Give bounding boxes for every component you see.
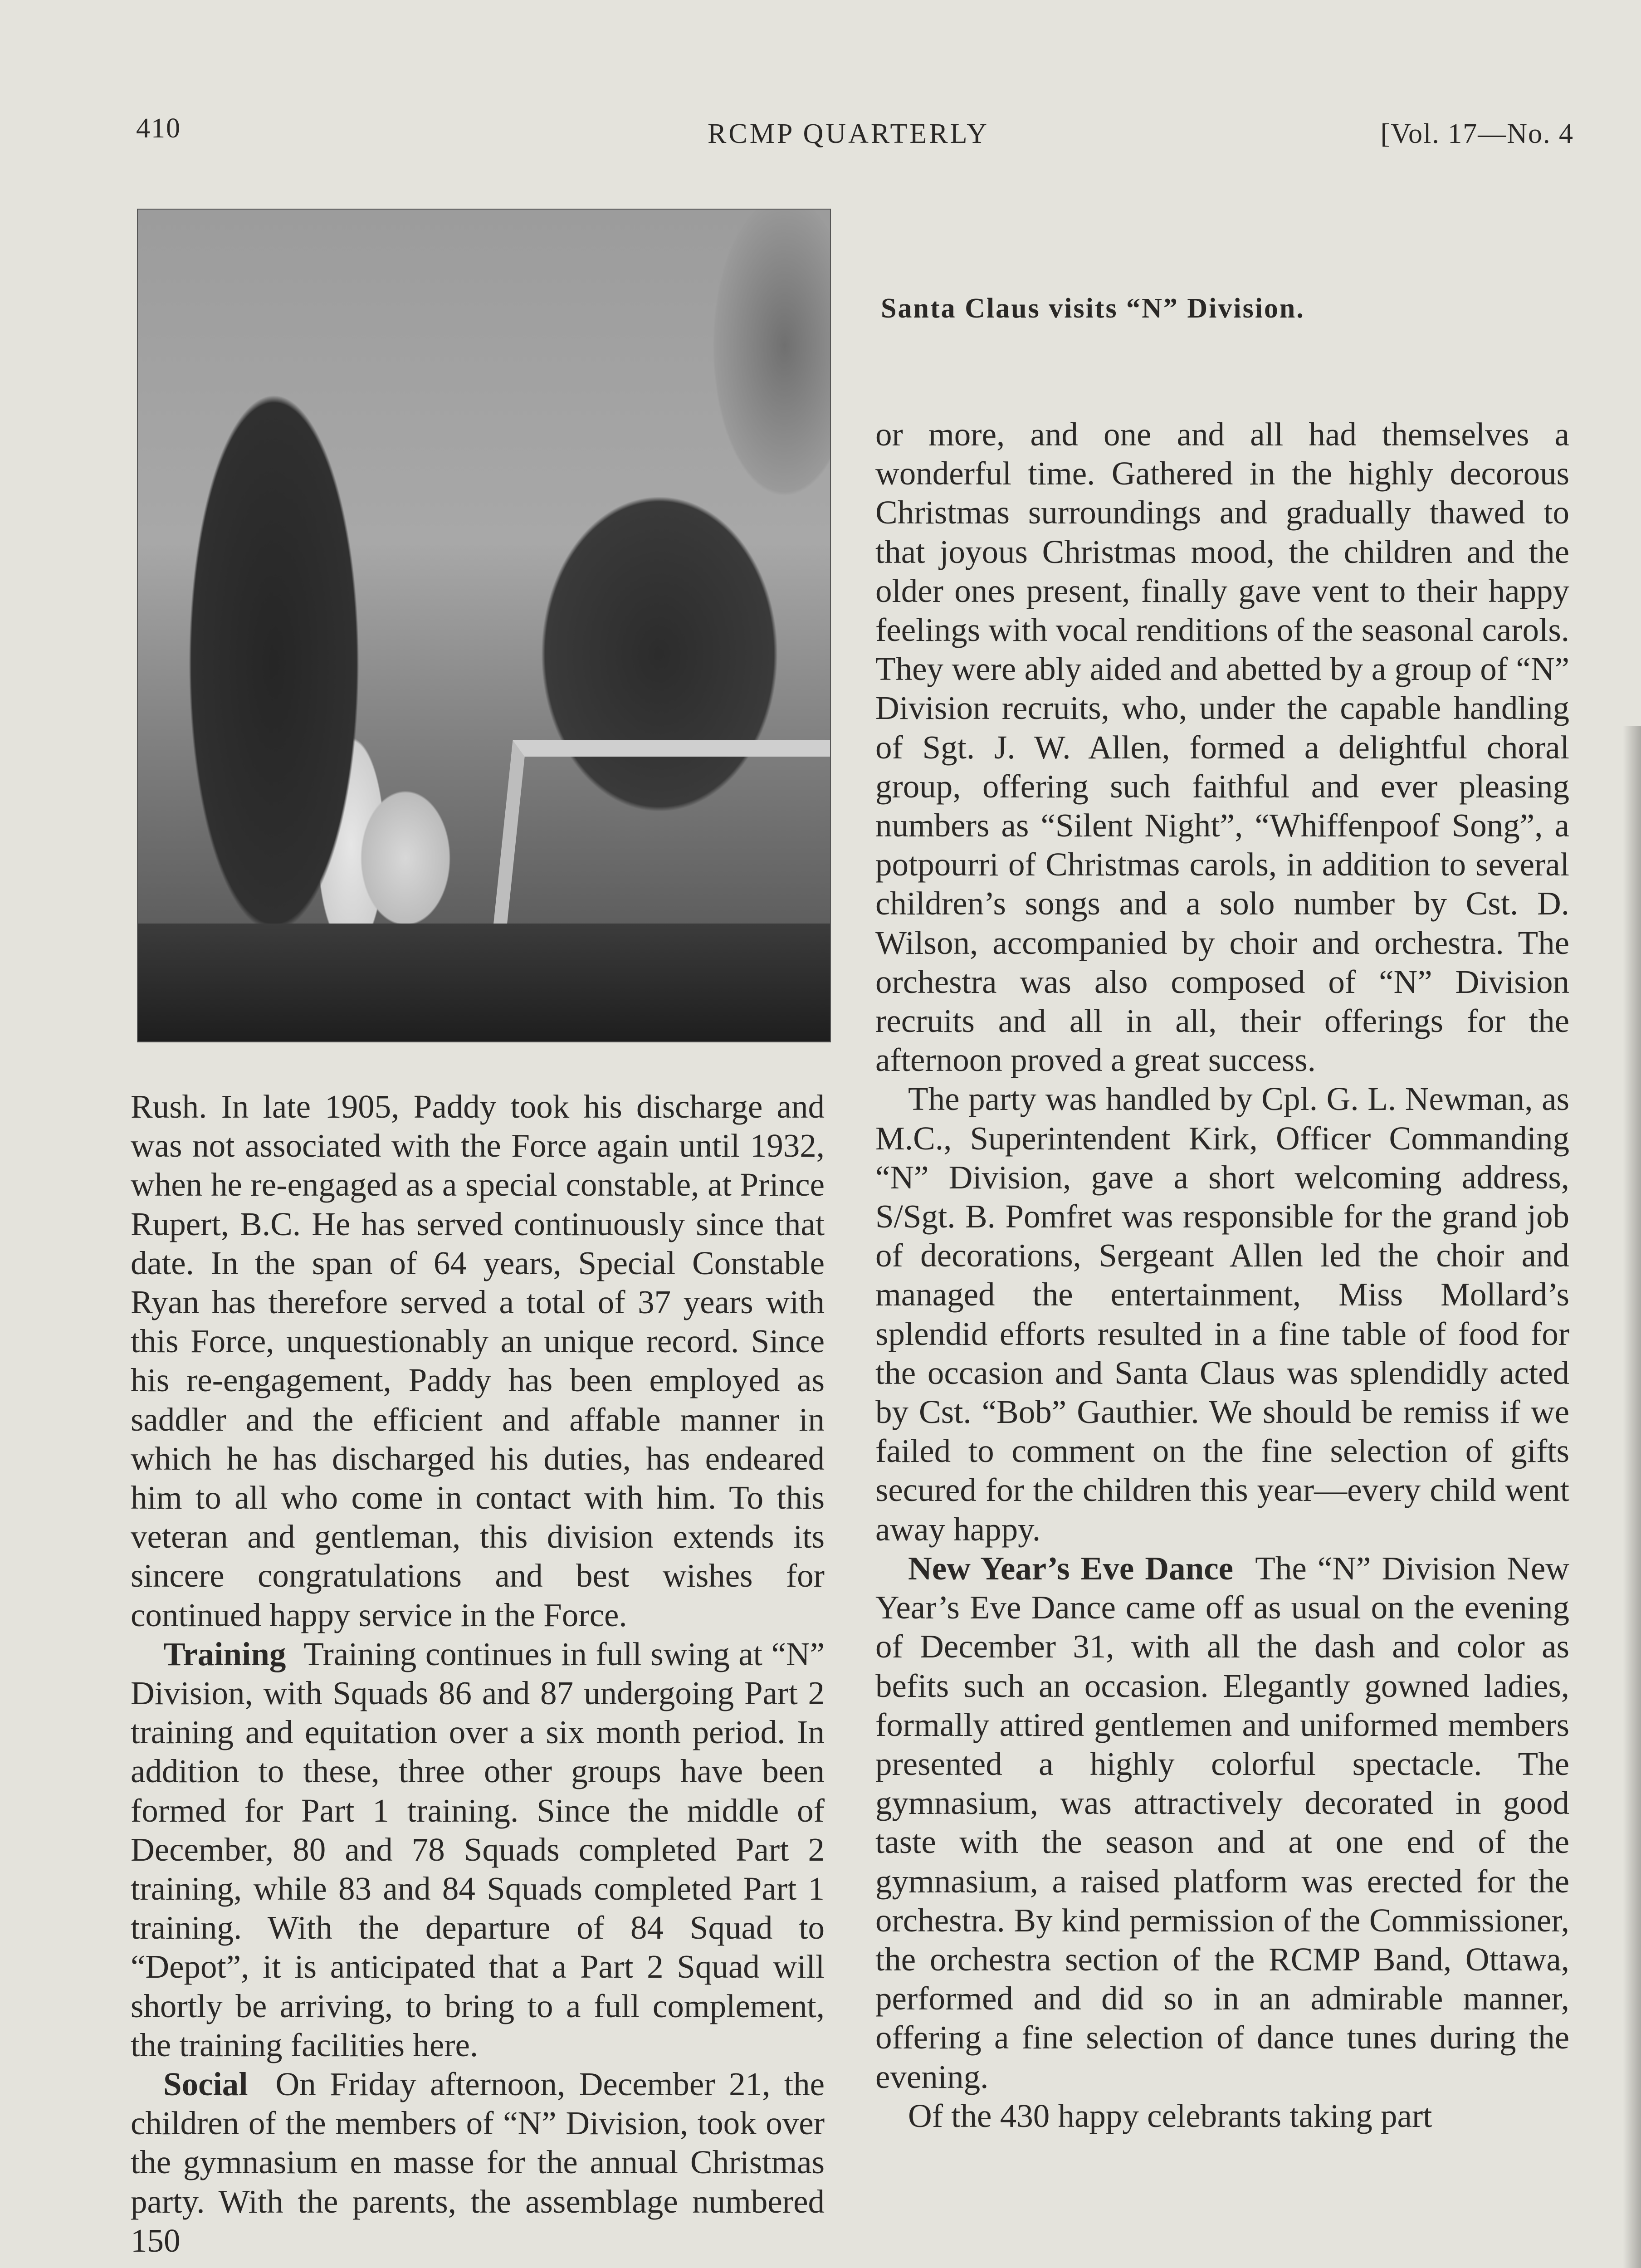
left-column xyxy=(131,1087,825,2260)
new-years-paragraph xyxy=(875,1549,1569,2097)
christmas-tree-area xyxy=(694,210,830,618)
new-years-heading: New Year’s Eve Dance xyxy=(908,1549,1233,1587)
organizers-paragraph: The party was handled by Cpl. G. L. Newman, as M.C., Superintendent Kirk, Officer Commanding “N” Division, gave a short welcoming address, S/Sgt. B. Pomfret was responsible for the grand job of decorations, Sergeant Allen led the choir and managed the entertainment, Miss Mollard’s splendid efforts resulted in a fine table of food for the occasion and Santa Claus was splendidly acted by Cst. “Bob” Gauthier. We should be remiss if we failed to comment on the fine selection of gifts secured for the children this year—every child went away happy. xyxy=(875,1080,1569,1548)
training-heading: Training xyxy=(163,1635,286,1672)
page-number: 410 xyxy=(136,113,181,144)
party-paragraph: or more, and one and all had themselves a wonderful time. Gathered in the highly decorous Christmas surroundings and gradually thawed to that joyous Christmas mood, the children and the older ones present, finally gave vent to their happy feelings with vocal renditions of the seasonal carols. They were ably aided and abetted by a group of “N” Division recruits, who, under the capable handling of Sgt. J. W. Allen, formed a delightful choral group, offering such faithful and ever pleasing numbers as “Silent Night”, “Whiffenpoof Song”, a potpourri of Christmas carols, in addition to several children’s songs and a solo number by Cst. D. Wilson, accompanied by choir and orchestra. The orchestra was also composed of “N” Division recruits and all in all, their offerings for the afternoon proved a great success. xyxy=(875,416,1569,1079)
right-column xyxy=(875,415,1569,2136)
ryan-paragraph: Rush. In late 1905, Paddy took his discharge and was not associated with the Force again until 1932, when he re-engaged as a special constable, at Prince Rupert, B.C. He has served continuously since that date. In the span of 64 years, Special Constable Ryan has therefore served a total of 37 years with this Force, unquestionably an unique record. Since his re-engagement, Paddy has been employed as saddler and the efficient and affable manner in which he has discharged his duties, has endeared him to all who come in contact with him. To this veteran and gentleman, this division extends its sincere congratulations and best wishes for continued happy service in the Force. xyxy=(131,1088,825,1633)
running-head xyxy=(136,112,1574,153)
journal-title: RCMP QUARTERLY xyxy=(708,118,990,149)
training-paragraph xyxy=(131,1635,825,2065)
new-years-text: The “N” Division New Year’s Eve Dance came off as usual on the evening of December 31, with all the dash and color as befits such an occasion. Elegantly gowned ladies, formally attired gentlemen and uniformed members presented a highly colorful spectacle. The gymnasium, was attractively decorated in good taste with the season and at one end of the gymnasium, a raised platform was erected for the orchestra. By kind permission of the Commissioner, the orchestra section of the RCMP Band, Ottawa, performed and did so in an admirable manner, offering a fine selection of dance tunes during the evening. xyxy=(875,1549,1569,2095)
training-text: Training continues in full swing at “N” Division, with Squads 86 and 87 undergoing Part 2 training and equitation over a six month period. In addition to these, three other groups have been formed for Part 1 training. Since the middle of December, 80 and 78 Squads completed Part 2 training, while 83 and 84 Squads completed Part 1 training. With the departure of 84 Squad to “Depot”, it is anticipated that a Part 2 Squad will shortly be arriving, to bring to a full complement, the training facilities here. xyxy=(131,1635,825,2063)
volume-issue: [Vol. 17—No. 4 xyxy=(1380,118,1574,149)
social-text: On Friday afternoon, December 21, the children of the members of “N” Division, took over the gymnasium en masse for the annual Christmas party. With the parents, the assemblage numbered 150 xyxy=(131,2066,825,2259)
floor-shape xyxy=(138,924,830,1041)
photo-caption: Santa Claus visits “N” Division. xyxy=(881,293,1305,324)
social-heading: Social xyxy=(163,2066,248,2103)
social-paragraph xyxy=(131,2065,825,2260)
celebrants-paragraph: Of the 430 happy celebrants taking part xyxy=(908,2097,1432,2134)
page-edge-shadow xyxy=(1623,726,1641,2268)
santa-claus-photo xyxy=(137,209,831,1042)
